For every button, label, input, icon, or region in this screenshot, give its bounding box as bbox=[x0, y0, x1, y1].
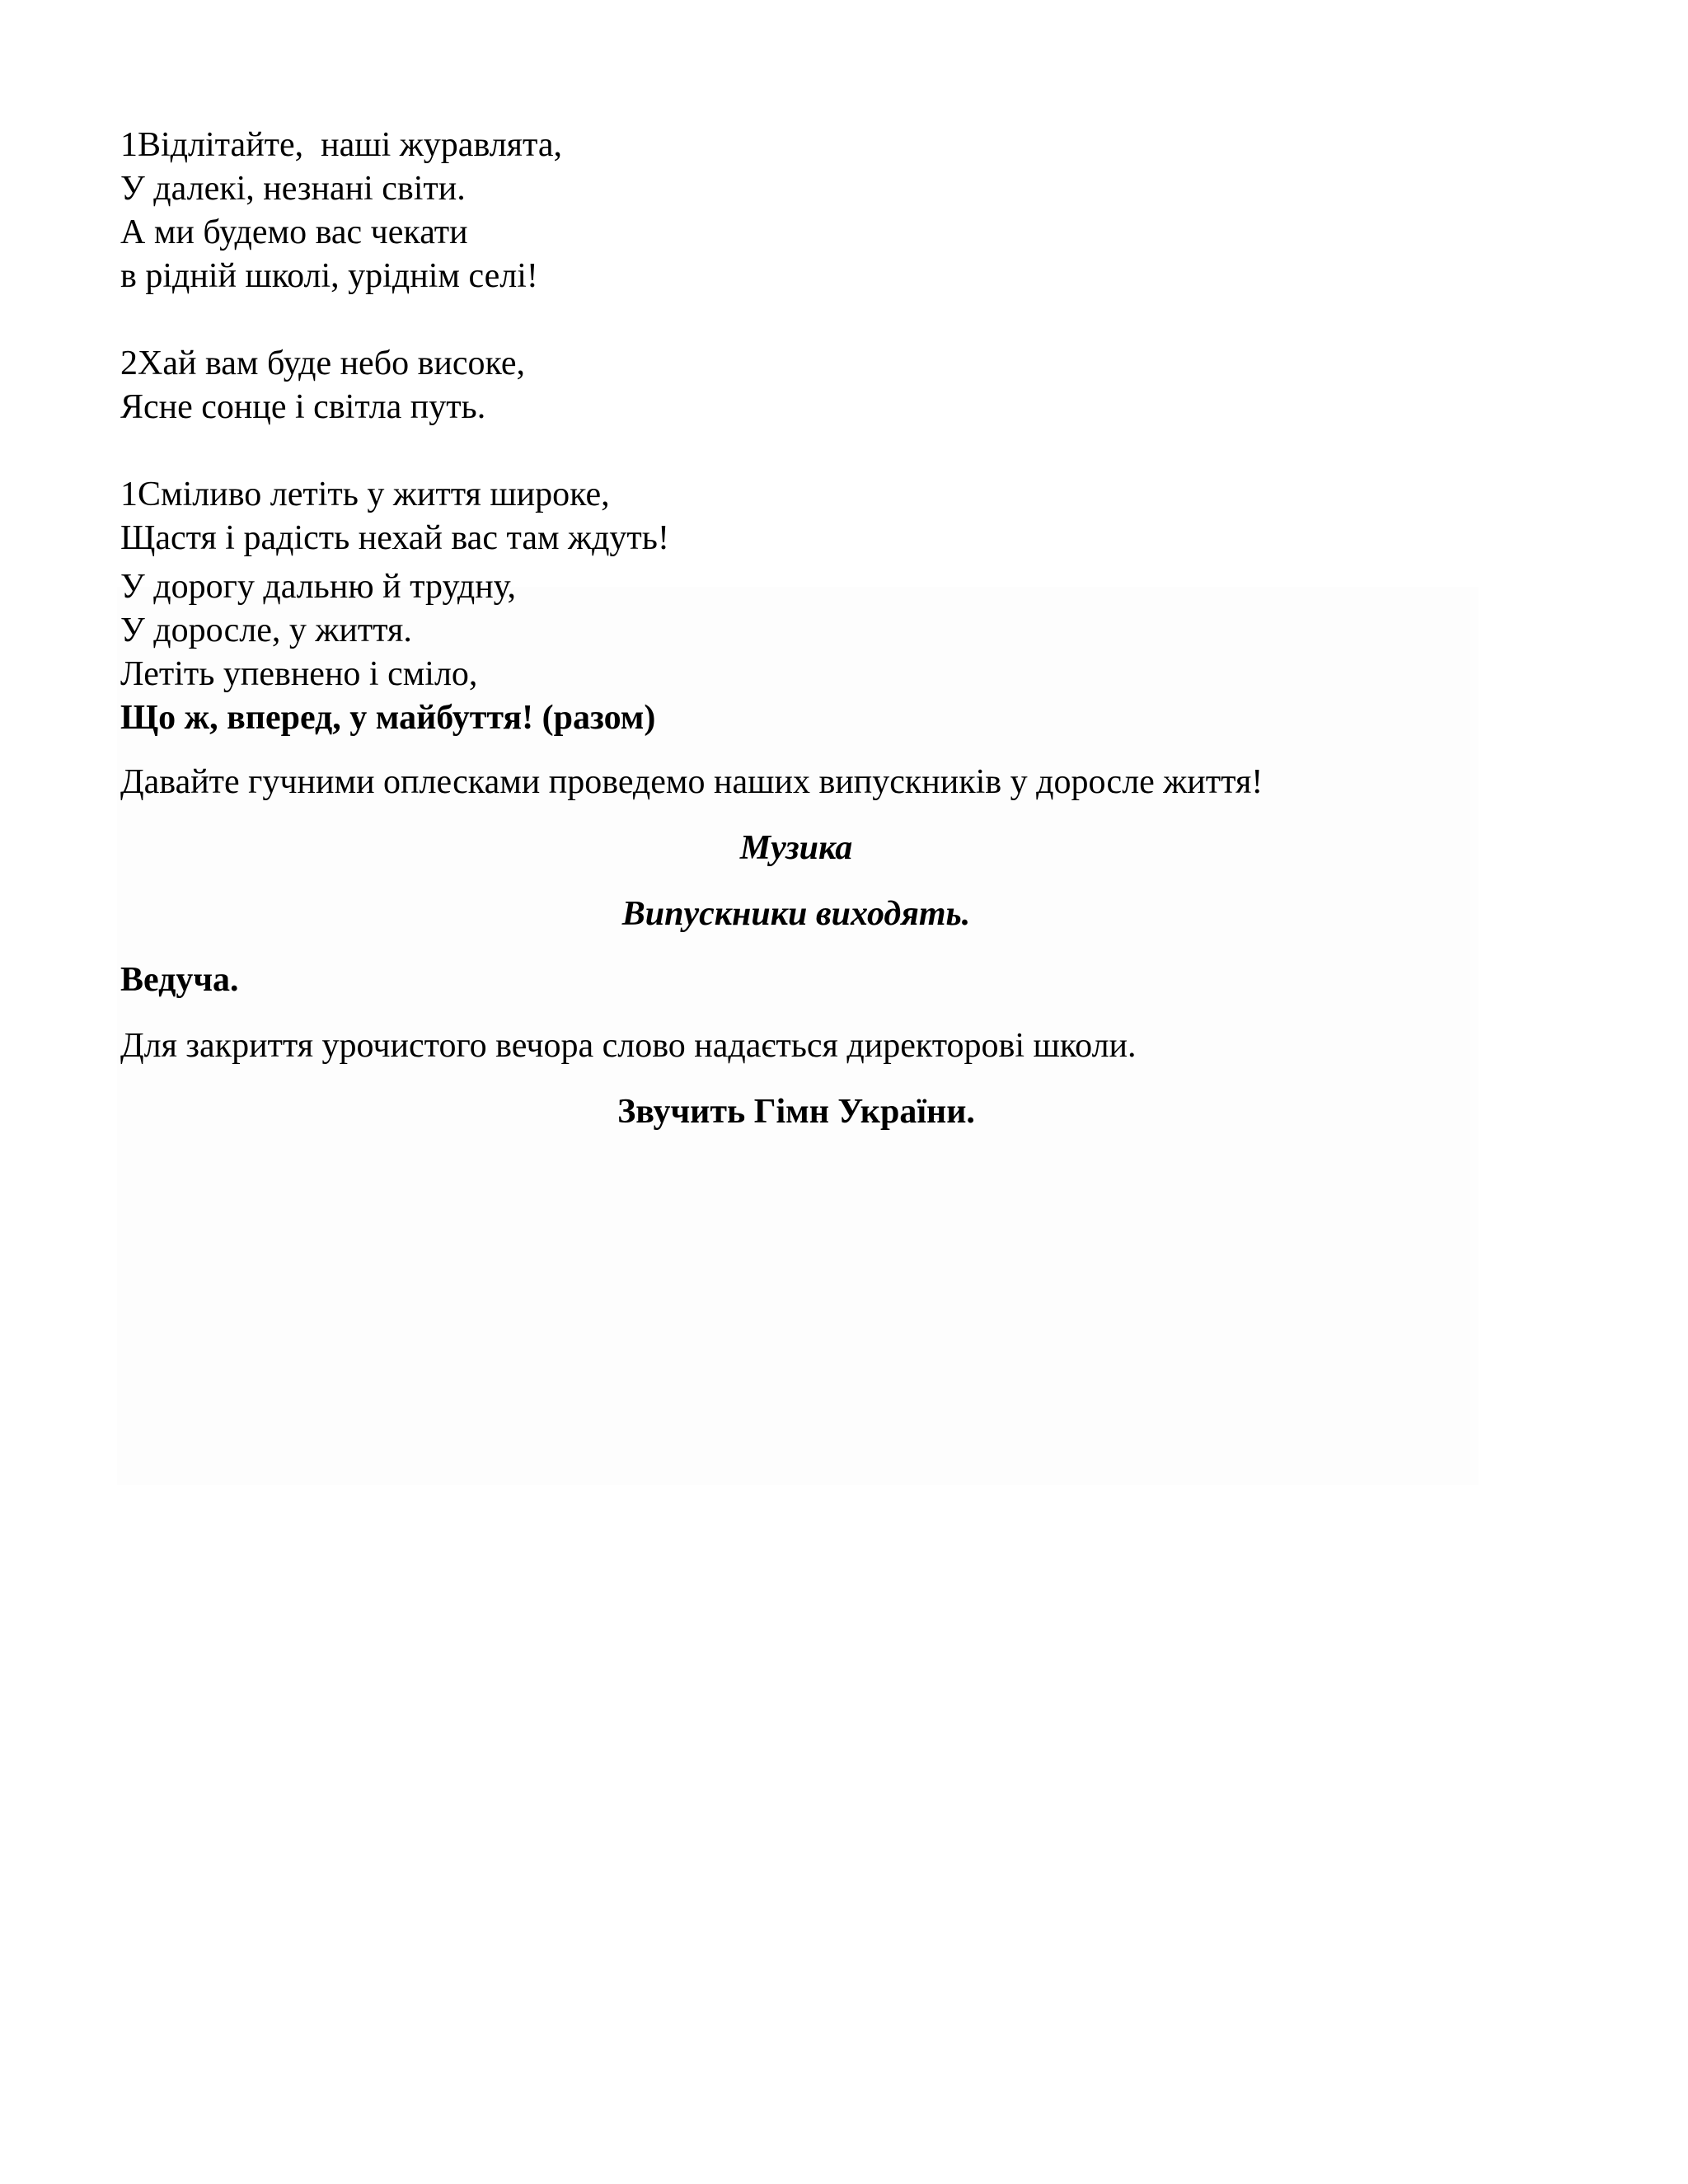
stanza-line: У далекі, незнані світи. bbox=[120, 170, 466, 208]
stanza-line: У дорогу дальню й трудну, bbox=[120, 568, 516, 606]
stanza-3 bbox=[120, 473, 1472, 560]
anthem-line: Звучить Гімн України. bbox=[617, 1093, 975, 1131]
applause-paragraph: Давайте гучними оплесками проведемо наших випускників у доросле життя! bbox=[120, 763, 1264, 801]
stanza-line: А ми будемо вас чекати bbox=[120, 213, 468, 251]
stanza-line: Ясне сонце і світла путь. bbox=[120, 388, 486, 426]
stanza-line: 2Хай вам буде небо високе, bbox=[120, 344, 526, 382]
document-body bbox=[120, 124, 1472, 1134]
stanza-1 bbox=[120, 124, 1472, 298]
stanza-line: Щастя і радість нехай вас там ждуть! bbox=[120, 519, 669, 557]
speaker-label: Ведуча. bbox=[120, 961, 239, 999]
stanza-line: 1Відлітайте, наші журавлята, bbox=[120, 126, 563, 164]
stanza-line: У доросле, у життя. bbox=[120, 612, 412, 649]
stanza-4 bbox=[120, 565, 1472, 740]
stanza-line: Летіть упевнено і сміло, bbox=[120, 655, 478, 693]
stage-direction-exit: Випускники виходять. bbox=[621, 895, 971, 933]
closing-paragraph: Для закриття урочистого вечора слово надається директорові школи. bbox=[120, 1027, 1137, 1065]
stanza-bold-line: Що ж, вперед, у майбуття! (разом) bbox=[120, 699, 656, 737]
stanza-line: 1Сміливо летіть у життя широке, bbox=[120, 476, 610, 513]
stage-direction-music: Музика bbox=[739, 829, 853, 867]
stanza-2 bbox=[120, 342, 1472, 429]
stanza-line: в рідній школі, уріднім селі! bbox=[120, 257, 538, 295]
